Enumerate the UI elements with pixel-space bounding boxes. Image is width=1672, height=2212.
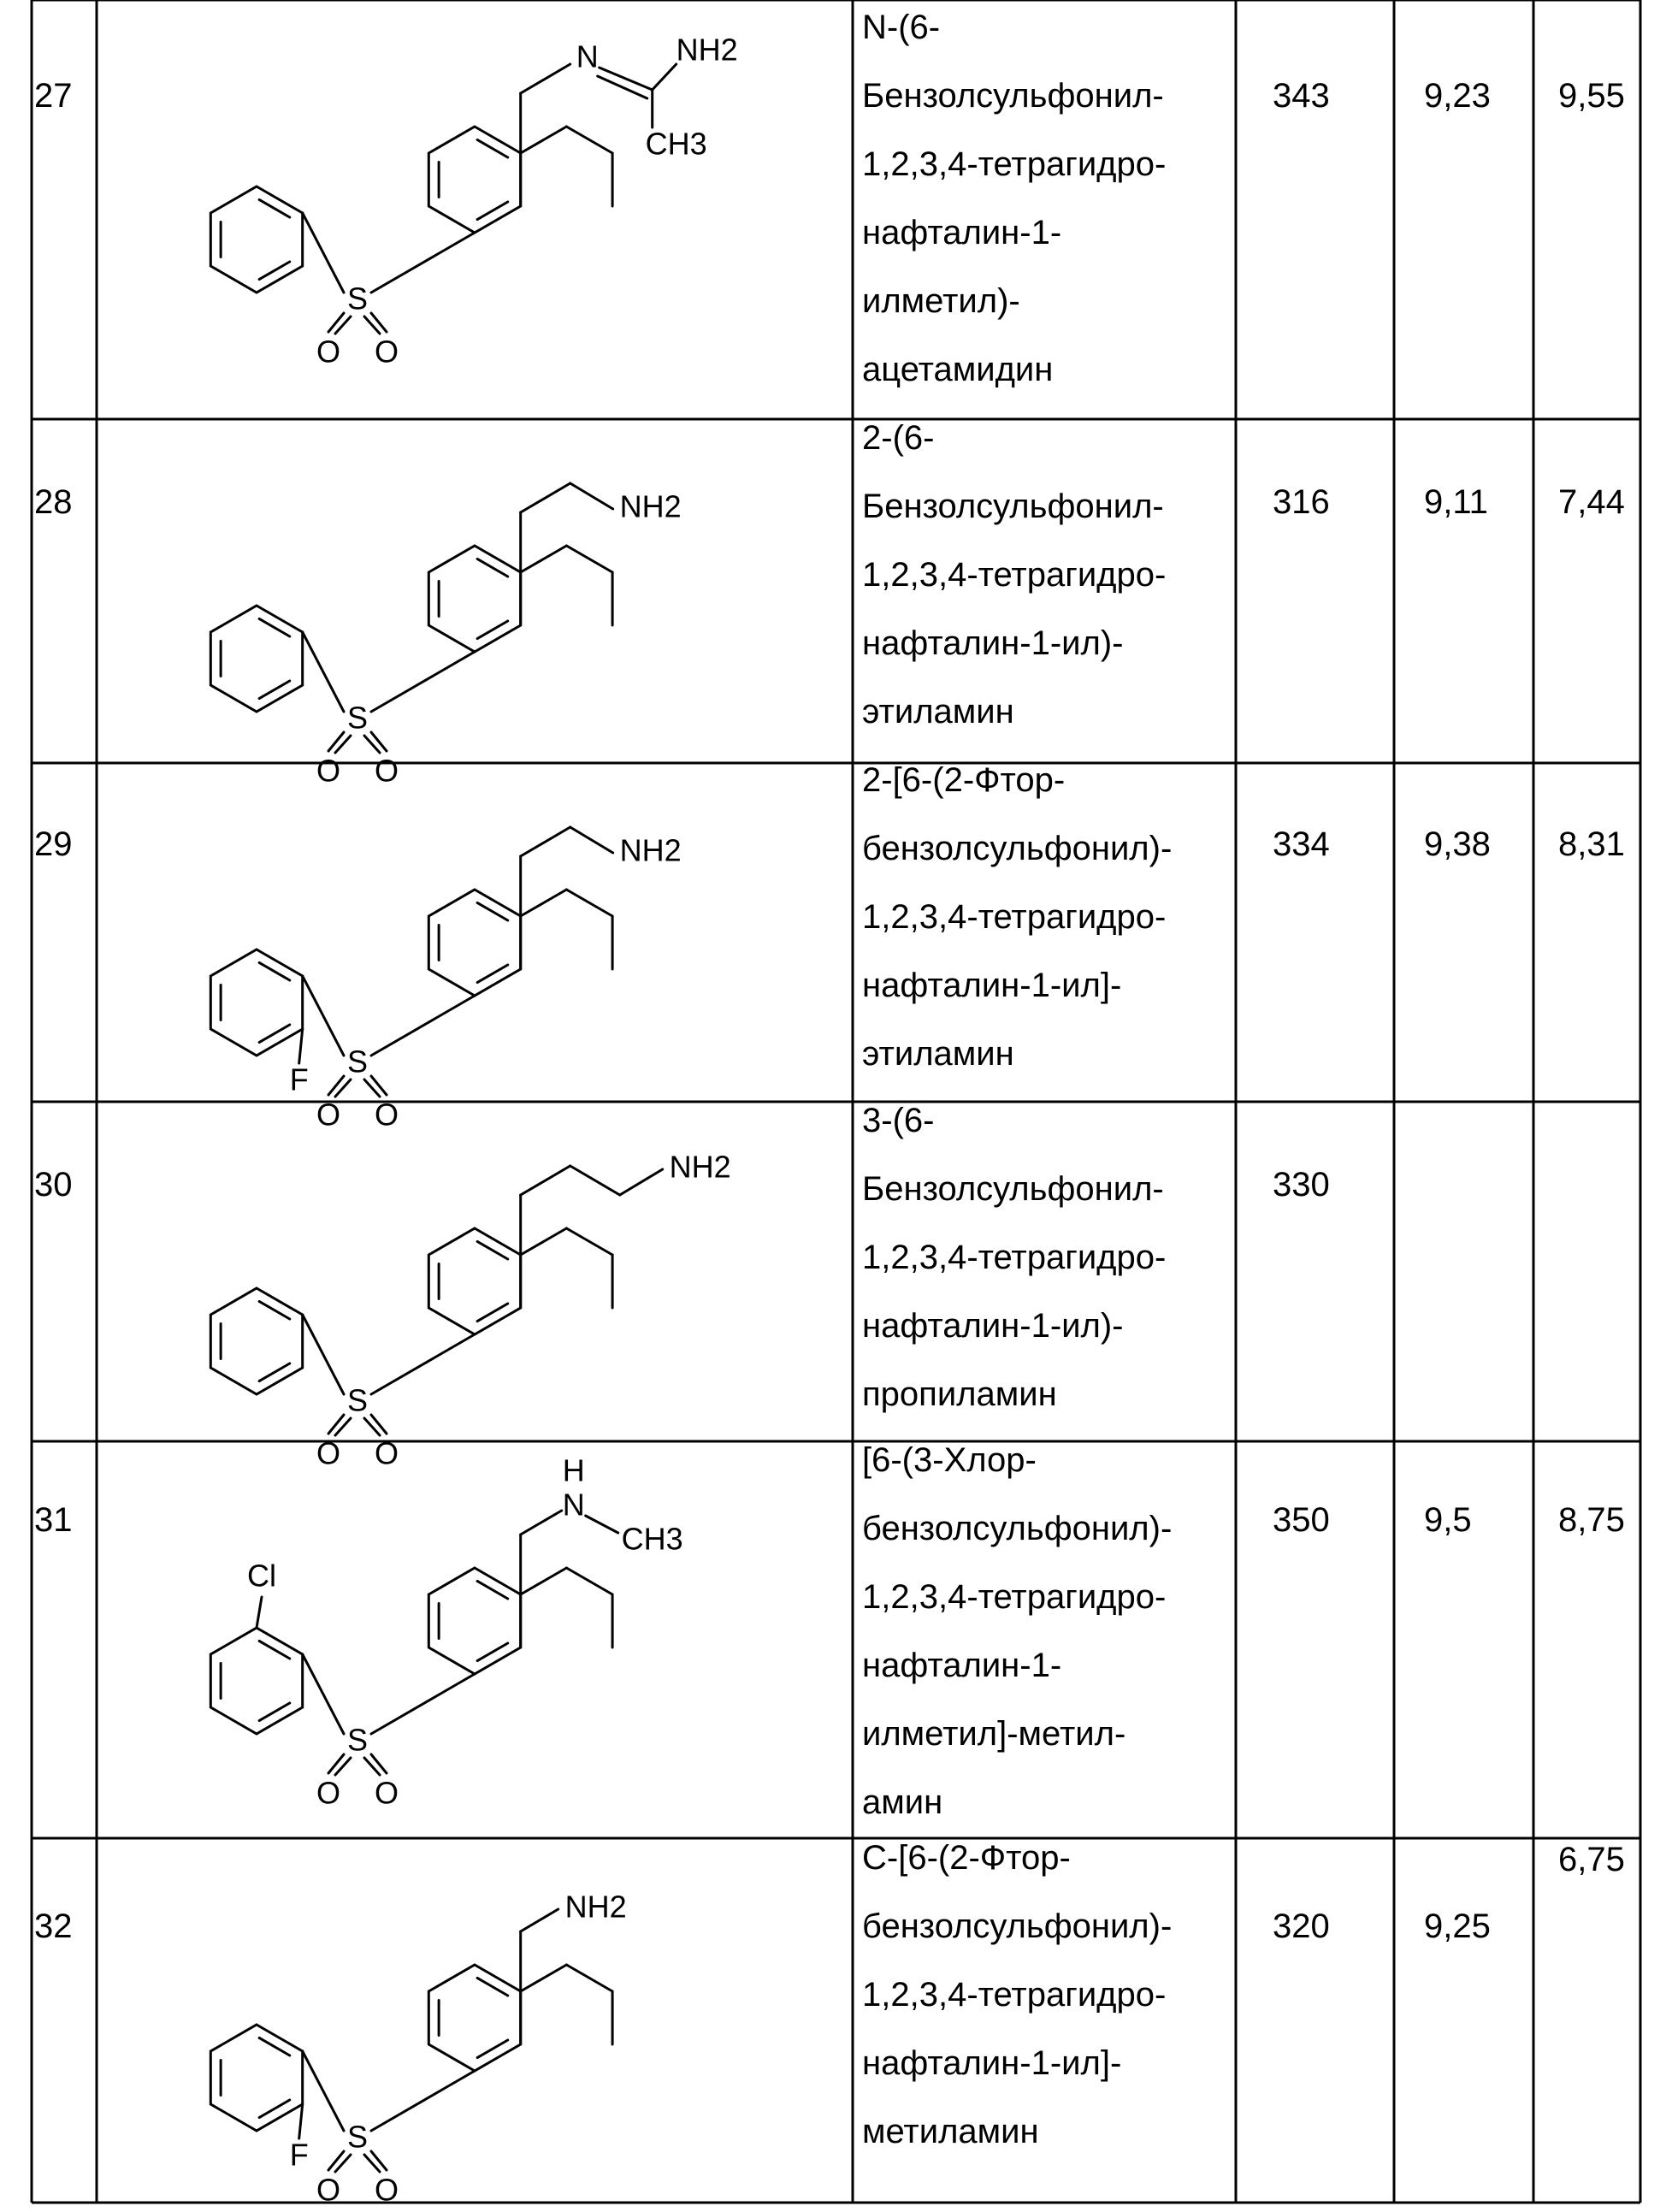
value-2: 8,31 (1558, 825, 1625, 863)
compound-name-line: метиламин (862, 2113, 1039, 2150)
s-tetralin-bond (371, 996, 475, 1056)
so-double-bond (328, 1415, 344, 1434)
compound-name-line: 1,2,3,4-тетрагидро- (862, 1239, 1167, 1276)
so-double-bond (371, 313, 387, 332)
so-double-bond (371, 1754, 387, 1773)
compound-name (862, 761, 1172, 1073)
s-tetralin-bond (371, 2071, 475, 2131)
compound-name (862, 1102, 1166, 1413)
compound-name-line: Бензолсульфонил- (862, 1170, 1164, 1208)
chain-bond (653, 64, 676, 90)
s-tetralin-bond (371, 1674, 475, 1734)
so-double-bond (328, 1076, 344, 1095)
so-double-bond (328, 313, 344, 332)
value-2: 7,44 (1558, 483, 1625, 521)
structure-drawing (210, 1453, 682, 1811)
chain-bond (570, 1166, 620, 1195)
oxygen-atom: O (316, 1775, 341, 1811)
phenyl-ring (210, 606, 302, 712)
table-row (34, 419, 1625, 789)
molecular-weight: 350 (1273, 1501, 1330, 1539)
compound-number: 27 (34, 77, 73, 115)
s-tetralin-bond (371, 233, 475, 293)
methyl-group: CH3 (621, 1521, 683, 1557)
chain-bond (521, 483, 570, 512)
table-grid (32, 0, 1640, 2203)
chain-bond (521, 1166, 570, 1195)
compound-name-line: этиламин (862, 693, 1014, 730)
oxygen-atom: O (374, 2172, 399, 2208)
bond (566, 127, 612, 153)
structure-drawing (210, 827, 681, 1133)
molecular-weight: 320 (1273, 1907, 1330, 1945)
value-2: 8,75 (1558, 1501, 1625, 1539)
table-row (34, 1839, 1625, 2208)
compound-name-line: [6-(3-Хлор- (862, 1441, 1037, 1479)
tetralin-aromatic-ring (428, 127, 520, 233)
tetralin-aromatic-ring (428, 890, 520, 996)
compound-number: 29 (34, 825, 73, 863)
value-1: 9,5 (1424, 1501, 1472, 1539)
so-double-bond (328, 1754, 344, 1773)
sulfur-atom: S (346, 1722, 369, 1758)
compound-name-line: 3-(6- (862, 1102, 935, 1139)
compound-name-line: Бензолсульфонил- (862, 488, 1164, 525)
compound-name-line: С-[6-(2-Фтор- (862, 1839, 1071, 1877)
structure-drawing (210, 1150, 730, 1471)
table-row (34, 1102, 1330, 1471)
phenyl-s-bond (303, 1654, 344, 1734)
sulfur-atom: S (346, 700, 369, 736)
molecular-weight: 330 (1273, 1166, 1330, 1204)
phenyl-ring (210, 2025, 302, 2131)
structure-drawing (210, 1890, 626, 2208)
chlorine-atom: Cl (247, 1558, 276, 1594)
value-1: 9,38 (1424, 825, 1491, 863)
value-2: 9,55 (1558, 77, 1625, 115)
phenyl-s-bond (303, 2051, 344, 2131)
value-1: 9,25 (1424, 1907, 1491, 1945)
oxygen-atom: O (316, 2172, 341, 2208)
tetralin-aromatic-ring (428, 546, 520, 652)
compound-name-line: нафталин-1-ил]- (862, 2044, 1122, 2082)
c-cl-bond (257, 1597, 262, 1628)
so-double-bond (371, 732, 387, 751)
phenyl-ring (210, 186, 302, 293)
structure-drawing (210, 33, 737, 370)
chain-bond (521, 827, 570, 856)
bond (566, 1228, 612, 1255)
compound-name-line: пропиламин (862, 1375, 1057, 1413)
oxygen-atom: O (374, 334, 399, 370)
compound-name-line: 2-(6- (862, 419, 935, 457)
phenyl-s-bond (303, 1315, 344, 1394)
compound-name-line: 2-[6-(2-Фтор- (862, 761, 1066, 799)
compound-name-line: бензолсульфонил)- (862, 1510, 1173, 1547)
chain-bond (521, 1511, 562, 1535)
compound-name-line: илметил)- (862, 282, 1020, 320)
c-n-double-bond (598, 76, 647, 98)
phenyl-ring (210, 949, 302, 1056)
table-row (34, 9, 1625, 388)
hydrogen-atom: H (562, 1452, 585, 1488)
c-n-double-bond (600, 68, 653, 90)
oxygen-atom: O (374, 1097, 399, 1133)
fluorine-atom: F (289, 1062, 309, 1097)
value-2: 6,75 (1558, 1841, 1625, 1878)
compound-name-line: илметил]-метил- (862, 1715, 1126, 1753)
c-f-bond (299, 1029, 303, 1063)
chain-bond (586, 1516, 618, 1533)
tetralin-aromatic-ring (428, 1568, 520, 1674)
so-double-bond (371, 1076, 387, 1095)
compound-name-line: 1,2,3,4-тетрагидро- (862, 145, 1167, 183)
phenyl-s-bond (303, 976, 344, 1056)
phenyl-s-bond (303, 213, 344, 293)
compound-name-line: нафталин-1- (862, 214, 1062, 251)
compound-name-line: бензолсульфонил)- (862, 1907, 1173, 1945)
bond (566, 890, 612, 916)
value-1: 9,11 (1424, 483, 1488, 521)
compound-name-line: 1,2,3,4-тетрагидро- (862, 1976, 1167, 2014)
oxygen-atom: O (316, 1435, 341, 1471)
compound-name-line: нафталин-1-ил)- (862, 624, 1124, 662)
bond (521, 546, 567, 572)
bond (521, 1228, 567, 1255)
sulfur-atom: S (346, 1382, 369, 1418)
compound-name (862, 9, 1166, 388)
compound-name-line: N-(6- (862, 9, 941, 46)
oxygen-atom: O (316, 334, 341, 370)
compound-name-line: нафталин-1- (862, 1647, 1062, 1684)
structure-drawing (210, 483, 681, 789)
so-double-bond (328, 2151, 344, 2170)
molecular-weight: 343 (1273, 77, 1330, 115)
oxygen-atom: O (374, 753, 399, 789)
compound-number: 32 (34, 1907, 73, 1945)
bond (521, 890, 567, 916)
compound-name (862, 419, 1166, 730)
phenyl-ring (210, 1628, 302, 1734)
tetralin-aromatic-ring (428, 1228, 520, 1334)
bond (521, 1568, 567, 1594)
compound-number: 30 (34, 1166, 73, 1204)
bond (566, 1568, 612, 1594)
compound-name-line: нафталин-1-ил]- (862, 967, 1122, 1004)
c-f-bond (299, 2104, 303, 2138)
table-rows (34, 9, 1625, 2208)
compound-name-line: этиламин (862, 1035, 1014, 1073)
compound-name-line: 1,2,3,4-тетрагидро- (862, 898, 1167, 936)
so-double-bond (328, 732, 344, 751)
compound-name-line: нафталин-1-ил)- (862, 1307, 1124, 1345)
oxygen-atom: O (316, 1097, 341, 1133)
methyl-group: CH3 (645, 126, 707, 162)
amine-group: NH2 (676, 32, 738, 68)
chain-bond (620, 1169, 663, 1195)
oxygen-atom: O (374, 1435, 399, 1471)
chain-bond (570, 827, 613, 853)
table-row (34, 761, 1625, 1133)
compound-name (862, 1839, 1172, 2150)
amine-group: NH2 (619, 488, 682, 524)
compound-name-line: бензолсульфонил)- (862, 830, 1173, 867)
chain-bond (521, 1909, 558, 1931)
nitrogen-atom: N (576, 38, 599, 74)
amine-group: NH2 (564, 1889, 627, 1925)
compound-name (862, 1441, 1172, 1821)
compound-name-line: ацетамидин (862, 351, 1054, 388)
compound-name-line: амин (862, 1783, 943, 1821)
fluorine-atom: F (289, 2137, 309, 2173)
value-1: 9,23 (1424, 77, 1491, 115)
compound-name-line: 1,2,3,4-тетрагидро- (862, 1578, 1167, 1616)
oxygen-atom: O (316, 753, 341, 789)
bond (566, 1965, 612, 1991)
so-double-bond (371, 1415, 387, 1434)
table-row (34, 1441, 1625, 1821)
amine-group: NH2 (669, 1149, 731, 1185)
chain-bond (521, 64, 570, 93)
oxygen-atom: O (374, 1775, 399, 1811)
phenyl-ring (210, 1288, 302, 1394)
molecular-weight: 316 (1273, 483, 1330, 521)
s-tetralin-bond (371, 652, 475, 712)
phenyl-s-bond (303, 632, 344, 712)
compound-name-line: 1,2,3,4-тетрагидро- (862, 556, 1167, 594)
compound-name-line: Бензолсульфонил- (862, 77, 1164, 115)
sulfur-atom: S (346, 2119, 369, 2155)
bond (521, 127, 567, 153)
chain-bond (570, 483, 613, 509)
bond (521, 1965, 567, 1991)
s-tetralin-bond (371, 1334, 475, 1394)
compound-number: 28 (34, 483, 73, 521)
sulfur-atom: S (346, 281, 369, 316)
nitrogen-atom: N (562, 1487, 585, 1523)
bond (566, 546, 612, 572)
tetralin-aromatic-ring (428, 1965, 520, 2071)
so-double-bond (371, 2151, 387, 2170)
compound-number: 31 (34, 1501, 73, 1539)
molecular-weight: 334 (1273, 825, 1330, 863)
amine-group: NH2 (619, 832, 682, 868)
sulfur-atom: S (346, 1044, 369, 1079)
